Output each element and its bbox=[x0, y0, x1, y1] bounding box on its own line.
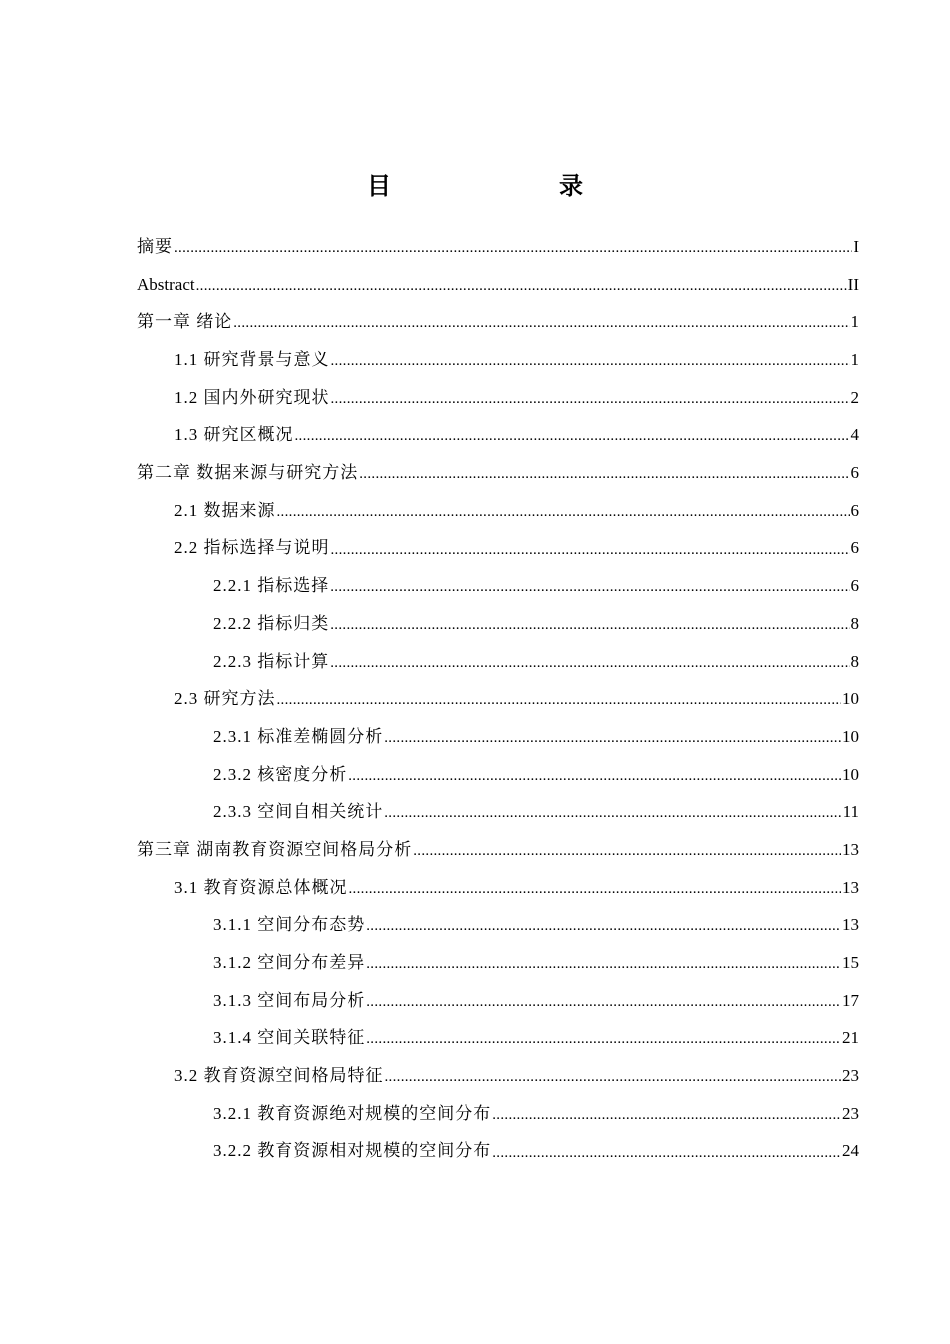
toc-entry-page-number: 13 bbox=[842, 839, 859, 859]
toc-entry-text: 3.1.4 空间关联特征 bbox=[213, 1028, 366, 1048]
toc-entry-page-number: II bbox=[847, 274, 859, 294]
toc-entry[interactable] bbox=[137, 379, 859, 417]
dot-leader bbox=[331, 341, 850, 379]
toc-entry-page-number: 8 bbox=[850, 651, 859, 671]
toc-entry-text: 3.1 教育资源总体概况 bbox=[174, 877, 348, 897]
toc-entry-page-number: 23 bbox=[842, 1103, 859, 1123]
toc-entry-page-number: 10 bbox=[842, 689, 859, 709]
toc-entry-text: 2.3.2 核密度分析 bbox=[213, 764, 348, 784]
toc-entry[interactable] bbox=[137, 906, 859, 944]
toc-entry-page-number: 6 bbox=[850, 500, 859, 520]
toc-entry-page-number: 8 bbox=[850, 613, 859, 633]
toc-entry-page-number: 13 bbox=[842, 915, 859, 935]
toc-entry-page-number: 2 bbox=[850, 387, 859, 407]
toc-entry[interactable] bbox=[137, 793, 859, 831]
dot-leader bbox=[295, 416, 850, 454]
toc-entry-text: 1.2 国内外研究现状 bbox=[174, 387, 330, 407]
dot-leader bbox=[366, 906, 841, 944]
toc-entry-page-number: 1 bbox=[850, 350, 859, 370]
toc-entry-page-number: 21 bbox=[842, 1028, 859, 1048]
dot-leader bbox=[366, 1019, 841, 1057]
dot-leader bbox=[492, 1133, 841, 1171]
toc-entry-page-number: 23 bbox=[842, 1066, 859, 1086]
toc-entry-text: 摘要 bbox=[137, 236, 173, 256]
toc-title: 目 录 bbox=[367, 172, 623, 200]
toc-entry[interactable] bbox=[137, 416, 859, 454]
toc-entry-page-number: 6 bbox=[850, 538, 859, 558]
toc-entry[interactable] bbox=[137, 1057, 859, 1095]
toc-entry[interactable] bbox=[137, 454, 859, 492]
toc-entry[interactable] bbox=[137, 341, 859, 379]
toc-entry-text: 2.1 数据来源 bbox=[174, 500, 276, 520]
toc-entry-text: 3.2 教育资源空间格局特征 bbox=[174, 1066, 384, 1086]
toc-entry-page-number: 24 bbox=[842, 1141, 859, 1161]
dot-leader bbox=[359, 454, 849, 492]
toc-entry[interactable] bbox=[137, 303, 859, 341]
dot-leader bbox=[331, 379, 850, 417]
toc-entry[interactable] bbox=[137, 605, 859, 643]
toc-entry[interactable] bbox=[137, 680, 859, 718]
toc-entry-text: 1.1 研究背景与意义 bbox=[174, 350, 330, 370]
dot-leader bbox=[277, 492, 850, 530]
toc-entry[interactable] bbox=[137, 492, 859, 530]
toc-entry-text: 第三章 湖南教育资源空间格局分析 bbox=[137, 839, 413, 859]
toc-entry-page-number: 10 bbox=[842, 726, 859, 746]
dot-leader bbox=[366, 944, 841, 982]
dot-leader bbox=[196, 266, 847, 304]
dot-leader bbox=[384, 718, 841, 756]
toc-entry-text: 3.2.1 教育资源绝对规模的空间分布 bbox=[213, 1103, 492, 1123]
toc-entry-text: 2.2 指标选择与说明 bbox=[174, 538, 330, 558]
toc-entry-page-number: 11 bbox=[842, 802, 859, 822]
toc-entry-text: 3.1.3 空间布局分析 bbox=[213, 990, 366, 1010]
toc-entry-page-number: 4 bbox=[850, 425, 859, 445]
toc-entry-page-number: 6 bbox=[850, 463, 859, 483]
toc-entry-page-number: 17 bbox=[842, 990, 859, 1010]
toc-entry-page-number: I bbox=[853, 236, 859, 256]
dot-leader bbox=[174, 228, 852, 266]
toc-entry[interactable] bbox=[137, 1133, 859, 1171]
toc-entry-text: 2.2.2 指标归类 bbox=[213, 613, 330, 633]
toc-entry[interactable] bbox=[137, 530, 859, 568]
toc-entry[interactable] bbox=[137, 869, 859, 907]
dot-leader bbox=[277, 680, 842, 718]
toc-list bbox=[137, 228, 859, 1170]
toc-entry-page-number: 13 bbox=[842, 877, 859, 897]
toc-entry[interactable] bbox=[137, 567, 859, 605]
toc-entry-page-number: 1 bbox=[850, 312, 859, 332]
dot-leader bbox=[413, 831, 841, 869]
dot-leader bbox=[349, 869, 842, 907]
toc-entry[interactable] bbox=[137, 266, 859, 304]
dot-leader bbox=[385, 1057, 842, 1095]
toc-entry-text: 2.2.3 指标计算 bbox=[213, 651, 330, 671]
dot-leader bbox=[330, 605, 849, 643]
toc-entry-text: 2.3 研究方法 bbox=[174, 689, 276, 709]
toc-entry-text: 第一章 绪论 bbox=[137, 312, 233, 332]
dot-leader bbox=[348, 756, 841, 794]
toc-entry-text: 3.1.1 空间分布态势 bbox=[213, 915, 366, 935]
dot-leader bbox=[330, 643, 849, 681]
toc-entry-text: 第二章 数据来源与研究方法 bbox=[137, 463, 359, 483]
toc-entry-text: 2.3.3 空间自相关统计 bbox=[213, 802, 384, 822]
toc-entry-page-number: 15 bbox=[842, 953, 859, 973]
toc-entry-text: 3.2.2 教育资源相对规模的空间分布 bbox=[213, 1141, 492, 1161]
dot-leader bbox=[492, 1095, 841, 1133]
toc-entry-text: 1.3 研究区概况 bbox=[174, 425, 294, 445]
toc-entry[interactable] bbox=[137, 944, 859, 982]
toc-entry-text: 2.2.1 指标选择 bbox=[213, 576, 330, 596]
dot-leader bbox=[330, 567, 849, 605]
toc-entry-text: 3.1.2 空间分布差异 bbox=[213, 953, 366, 973]
dot-leader bbox=[366, 982, 841, 1020]
toc-entry[interactable] bbox=[137, 756, 859, 794]
toc-entry-text: Abstract bbox=[137, 274, 195, 294]
toc-entry[interactable] bbox=[137, 718, 859, 756]
toc-entry[interactable] bbox=[137, 831, 859, 869]
dot-leader bbox=[384, 793, 841, 831]
toc-entry[interactable] bbox=[137, 228, 859, 266]
toc-entry[interactable] bbox=[137, 1019, 859, 1057]
toc-entry[interactable] bbox=[137, 643, 859, 681]
toc-entry[interactable] bbox=[137, 1095, 859, 1133]
toc-entry-text: 2.3.1 标准差椭圆分析 bbox=[213, 726, 384, 746]
toc-entry-page-number: 6 bbox=[850, 576, 859, 596]
toc-entry[interactable] bbox=[137, 982, 859, 1020]
toc-entry-page-number: 10 bbox=[842, 764, 859, 784]
dot-leader bbox=[331, 530, 850, 568]
dot-leader bbox=[233, 303, 849, 341]
